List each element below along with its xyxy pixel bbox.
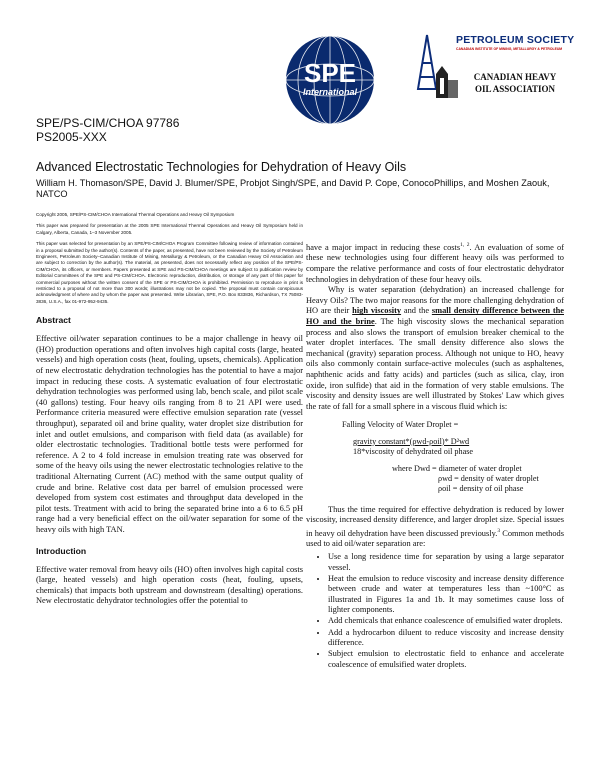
chop-logo-icon [434,64,460,100]
paper-title: Advanced Electrostatic Technologies for Dehydration of Heavy Oils [36,160,407,174]
formula-denominator: 18*viscosity of dehydrated oil phase [353,447,474,457]
formula-label: Falling Velocity of Water Droplet = [342,420,459,430]
chop-line1: CANADIAN HEAVY [473,72,557,82]
list-item: • Heat the emulsion to reduce viscosity and increase density difference between crude and water at temperatures less than ~100°C as illustrated in Figures 1a and 1b. It may sometimes cause loss of lighter components. [328,574,564,616]
right-paragraph-2: Why is water separation (dehydration) an increased challenge for Heavy Oils? The two major reasons for the more challenging dehydration of HO are their high viscosity and the small density difference between the HO and the brine. The high viscosity slows the mechanical separation process and also slows the transport of emulsion breaker chemical to the water droplet interfaces. The small density difference also slows the mechanical (gravity) separation process. Although not unique to HO, heavy oils also commonly contain surface-active molecules (such as asphaltenes, naphthenic acids and fatty acids) and particles (such as silica, clay, iron oxide, iron sulfide) that aid in the formation of very stable emulsions. The viscosity and density issues are well illustrated by Stokes' Law which gives the rate of fall for a small sphere in a viscous fluid which is: [306,285,564,411]
left-column [36,212,303,607]
list-item: • Subject emulsion to electrostatic field to enhance and accelerate coalescence of emulsified water droplets. [328,649,564,670]
spe-logo-subtext: International [302,87,358,97]
density-difference-emphasis: small density difference between the HO and the brine [306,306,564,326]
formula-where: where Dwd = diameter of water droplet [392,463,522,473]
list-item: • Use a long residence time for separation by using a large separator vessel. [328,552,564,573]
preparation-notice: This paper was prepared for presentation at the 2005 SPE International Thermal Operations and Heavy Oil Symposium held in Calgary, Alberta, Canada, 1–3 November 2005. [36,223,303,235]
formula-numerator: gravity constant*(ρwd-ρoil)* D²wd [353,436,470,446]
petroleum-society-name: PETROLEUM SOCIETY [456,34,575,46]
petroleum-society-subtitle: CANADIAN INSTITUTE OF MINING, METALLURGY & PETROLEUM [456,47,563,51]
abstract-heading: Abstract [36,315,71,326]
high-viscosity-emphasis: high viscosity [352,306,402,316]
paper-number: SPE/PS-CIM/CHOA 97786 [36,116,180,130]
paper-number-block [36,117,179,144]
selection-notice: This paper was selected for presentation by an SPE/PS-CIM/CHOA Program Committee following review of information contained in a proposal submitted by the author(s). Contents of the paper, as presented, have not been reviewed by the Society of Petroleum Engineers, Petroleum Society–Canadian Institute of Mining, Metallurgy & Petroleum, or the Canadian Heavy Oil Association and are subject to correction by the author(s). The material, as presented, does not necessarily reflect any position of the SPE/PS-CIM/CHOA, its officers, or members. Papers presented at SPE and PS-CIM/CHOA meetings are subject to publication review by Editorial Committees of the SPE and PS-CIM/CHOA. Electronic reproduction, distribution, or storage of any part of this paper for commercial purposes without the written consent of the SPE or PS-CIM/CHOA is prohibited. Permission to reproduce in print is restricted to a proposal of not more than 300 words; illustrations may not be copied. The proposal must contain conspicuous acknowledgment of where and by whom the paper was presented. Write Librarian, SPE, P.O. Box 833836, Richardson, TX 75083-3836, U.S.A., fax 01-972-952-9435. [36,241,303,304]
chop-line2: OIL ASSOCIATION [474,84,556,94]
formula-def-oil: ρoil = density of oil phase [438,484,524,494]
copyright-notice: Copyright 2005, SPE/PS-CIM/CHOA International Thermal Operations and Heavy Oil Symposium [36,212,235,217]
spe-logo-text: SPE [303,58,357,88]
separation-methods-list [306,552,564,671]
chop-name [460,71,570,95]
introduction-text: Effective water removal from heavy oils (HO) often involves high capital costs (large, heated vessels) and high operation costs (heat, fouling, upsets, chemicals) that impacts both upstream and downstream (desalting) operations. New electrostatic dehydrator technologies offer the potential to [36,564,303,606]
list-item: • Add a hydrocarbon diluent to reduce viscosity and increase density difference. [328,628,564,649]
spe-international-logo [285,35,375,125]
right-paragraph-3: Thus the time required for effective dehydration is reduced by lower viscosity, increased density difference, and larger droplet size. Special issues in heavy oil dehydration have been discussed previously.$^3$ Common methods used to aid oil/water separation are: [306,504,564,549]
stokes-law-formula [306,420,564,494]
abstract-text: Effective oil/water separation continues to be a major challenge in heavy oil (HO) production operations and often involves high capital costs (large, heated vessels) and high operation costs (heat, fouling, upsets, chemicals). Application of new electrostatic dehydration technologies has the potential to have a major impact in reducing these costs. A systematic evaluation of four electrostatic dehydration technologies was performed using lab, bench scale, and pilot scale (40 gallons) testing. Four heavy oils ranging from 8 to 21 API were used. Performance criteria measured were effective emulsion separation rate (vessel throughput), separated oil and brine quality, water droplet size distribution for inlet and outlet emulsions, and comparison with field data (as available) for older electrostatic technologies. Traditional bottle tests were performed for reference. A 2 to 4 fold increase in emulsion treating rate was observed for some of the heavy oils using the newer electrostatic technologies relative to the traditional Alternating Current (AC) method with the same output quality of crude and brine. Relative cost data per barrel of emulsion processed were developed from system cost estimates and throughput data developed in the pilot tests. Treatment with acid to bring the separated brine into a 6 to 6.5 pH range had a very beneficial effect on the oil/water separation for some of the heavy oils with high TAN. [36,334,303,534]
right-column [306,240,564,671]
paper-number-2: PS2005-XXX [36,129,107,144]
formula-def-water: ρwd = density of water droplet [438,473,539,483]
right-paragraph-1: have a major impact in reducing these costs$^{1, 2}$. An evaluation of some of these new technologies using four different heavy oils was performed to compare the relative performance and costs of four electrostatic dehydrator technologies in dehydration of these four heavy oils. [306,242,564,284]
paper-authors: William H. Thomason/SPE, David J. Blumer/SPE, Probjot Singh/SPE, and David P. Cope, ConocoPhillips, and Moshen Zaouk, NATCO [36,178,550,199]
introduction-heading: Introduction [36,545,87,556]
list-item: • Add chemicals that enhance coalescence of emulsified water droplets. [328,616,564,627]
